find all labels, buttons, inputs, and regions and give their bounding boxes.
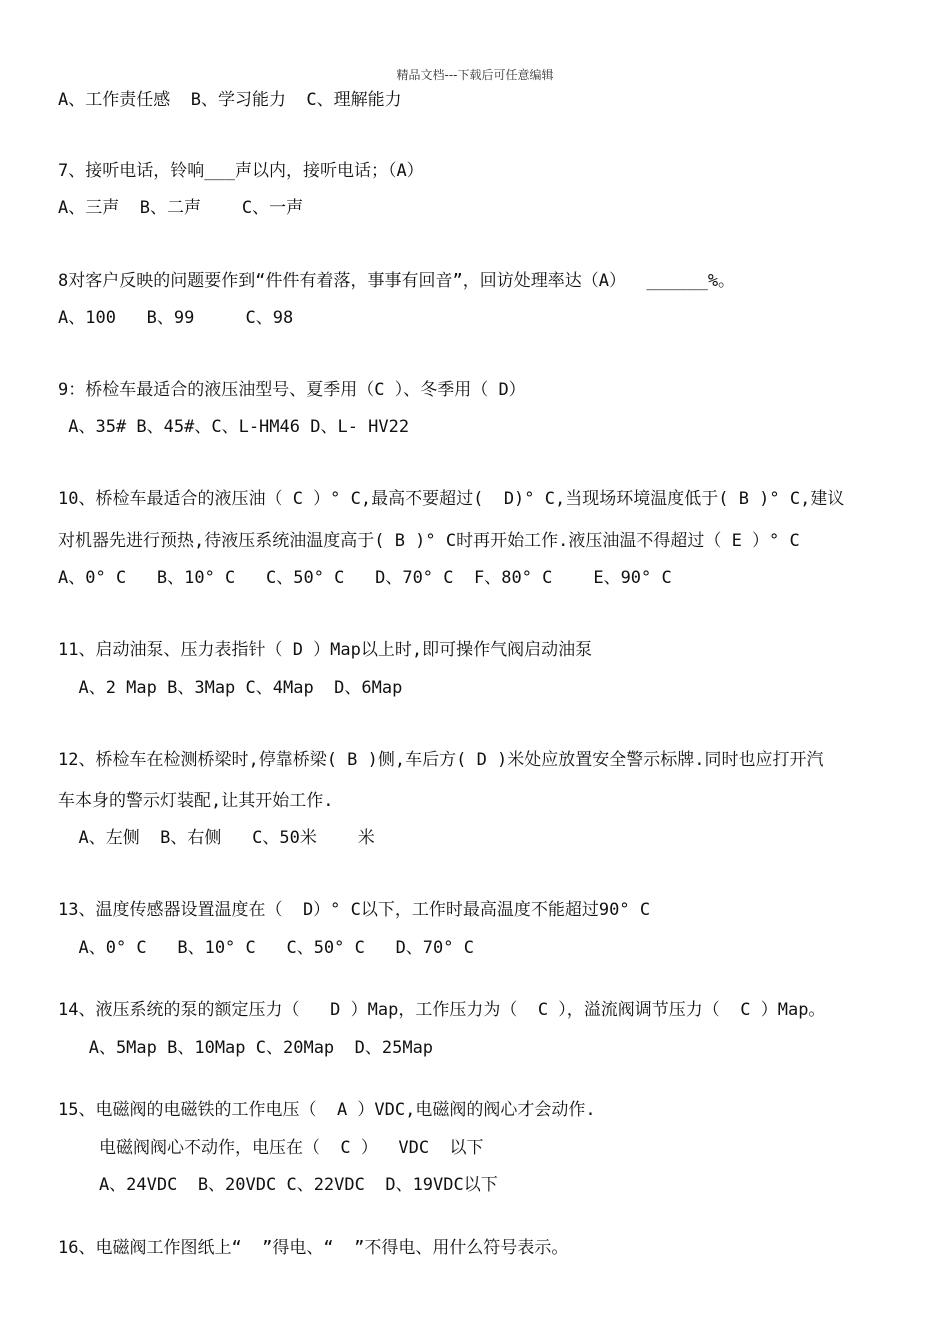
question-15: 15、电磁阀的电磁铁的工作电压（ A ）VDC,电磁阀的阀心才会动作. bbox=[58, 1100, 596, 1120]
options-line: A、三声 B、二声 C、一声 bbox=[58, 198, 304, 218]
question-11: 11、启动油泵、压力表指针（ D ）Map以上时,即可操作气阀启动油泵 bbox=[58, 640, 593, 660]
question-13: 13、温度传感器设置温度在（ D）° C以下，工作时最高温度不能超过90° C bbox=[58, 900, 651, 920]
options-line: A、工作责任感 B、学习能力 C、理解能力 bbox=[58, 90, 402, 110]
question-10: 10、桥检车最适合的液压油（ C ）° C,最高不要超过( D)° C,当现场环境温度低于( B )° C,建议 bbox=[58, 489, 845, 509]
options-line: A、24VDC B、20VDC C、22VDC D、19VDC以下 bbox=[58, 1175, 498, 1195]
question-16: 16、电磁阀工作图纸上“ ”得电、“ ”不得电、用什么符号表示。 bbox=[58, 1238, 569, 1258]
question-8: 8对客户反映的问题要作到“件件有着落，事事有回音”，回访处理率达（A） ______%。 bbox=[58, 271, 736, 291]
question-10-cont: 对机器先进行预热,待液压系统油温度高于( B )° C时再开始工作.液压油温不得超过（ E ）° C bbox=[58, 531, 800, 551]
options-line: A、5Map B、10Map C、20Map D、25Map bbox=[58, 1038, 434, 1058]
options-line: A、2 Map B、3Map C、4Map D、6Map bbox=[58, 678, 403, 698]
question-9: 9：桥检车最适合的液压油型号、夏季用（C ）、冬季用（ D） bbox=[58, 380, 526, 400]
question-12: 12、桥检车在检测桥梁时,停靠桥梁( B )侧,车后方( D )米处应放置安全警示标牌.同时也应打开汽 bbox=[58, 750, 824, 770]
question-14: 14、液压系统的泵的额定压力（ D ）Map，工作压力为（ C ），溢流阀调节压力（ C ）Map。 bbox=[58, 1000, 826, 1020]
question-12-cont: 车本身的警示灯装配,让其开始工作. bbox=[58, 791, 334, 811]
page-header: 精品文档---下载后可任意编辑 bbox=[396, 68, 554, 82]
options-line: A、左侧 B、右侧 C、50米 米 bbox=[58, 828, 375, 848]
options-line: A、0° C B、10° C C、50° C D、70° C bbox=[58, 938, 474, 958]
question-15-cont: 电磁阀阀心不动作，电压在（ C ） VDC 以下 bbox=[58, 1138, 484, 1158]
options-line: A、35# B、45#、C、L-HM46 D、L- HV22 bbox=[58, 417, 410, 437]
options-line: A、0° C B、10° C C、50° C D、70° C F、80° C E、90° C bbox=[58, 568, 672, 588]
options-line: A、100 B、99 C、98 bbox=[58, 308, 294, 328]
question-7: 7、接听电话，铃响___声以内，接听电话；（A） bbox=[58, 161, 424, 181]
